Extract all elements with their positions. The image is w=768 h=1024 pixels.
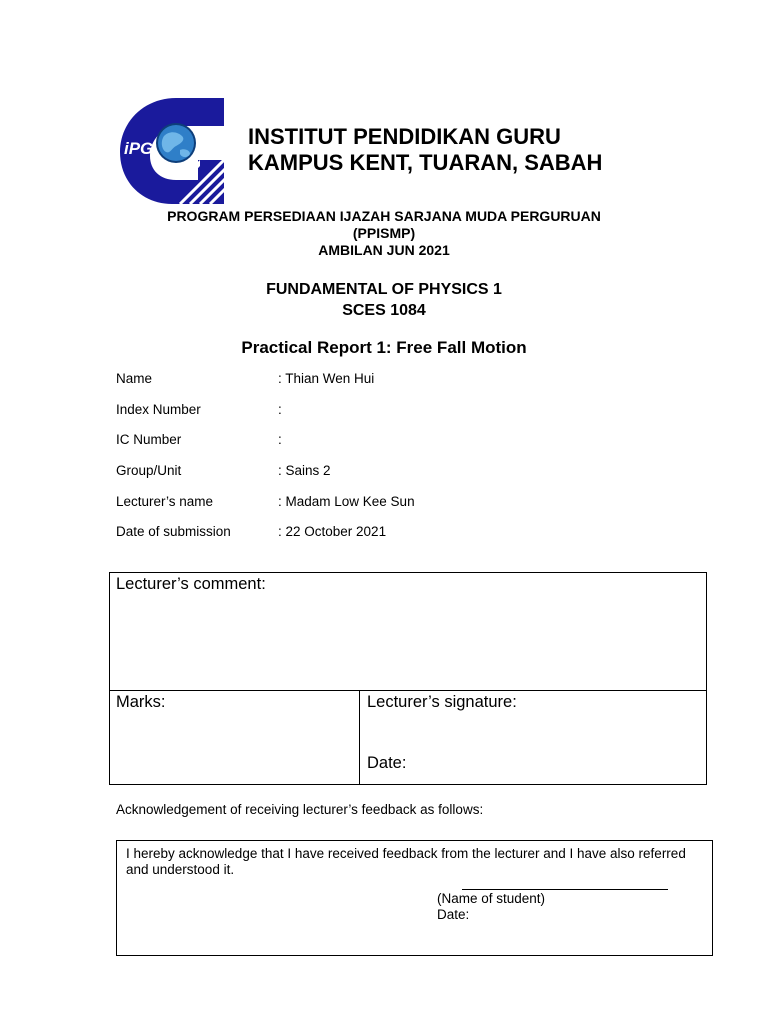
acknowledgement-statement: I hereby acknowledge that I have received feedback from the lecturer and I have also referred and understood it. [126,846,686,877]
lecturer-comment-label: Lecturer’s comment: [116,575,266,593]
feedback-box-divider-horizontal [110,690,706,691]
info-label: Lecturer’s name [116,494,214,509]
feedback-box-divider-vertical [359,690,360,784]
ipg-logo [120,96,226,204]
acknowledgement-date-label: Date: [437,907,470,922]
info-label: IC Number [116,432,182,447]
info-label: Group/Unit [116,463,182,478]
info-value: : Sains 2 [278,463,331,478]
feedback-date-label: Date: [367,754,407,772]
program-line1: PROGRAM PERSEDIAAN IJAZAH SARJANA MUDA PERGURUAN [167,208,601,224]
institute-name-line1: INSTITUT PENDIDIKAN GURU [248,124,561,149]
info-label: Name [116,371,153,386]
institute-name-line2: KAMPUS KENT, TUARAN, SABAH [248,150,603,175]
info-value: : [278,402,282,417]
lecturer-feedback-box [109,572,707,785]
lecturer-signature-label: Lecturer’s signature: [367,693,517,711]
acknowledgement-box [116,840,713,956]
info-label: Date of submission [116,524,231,539]
institute-name [248,124,602,176]
student-signature-line [462,889,668,890]
course-code: SCES 1084 [342,302,426,319]
marks-label: Marks: [116,693,166,711]
ipg-logo-text: iPG [124,139,154,158]
info-value: : Madam Low Kee Sun [278,494,415,509]
program-line2: (PPISMP) [352,225,416,241]
student-name-label: (Name of student) [437,891,546,906]
info-value: : Thian Wen Hui [278,371,375,386]
course-title: FUNDAMENTAL OF PHYSICS 1 [266,281,502,298]
report-title: Practical Report 1: Free Fall Motion [241,338,527,357]
info-value: : 22 October 2021 [278,524,387,539]
program-line3: AMBILAN JUN 2021 [318,242,450,258]
program-heading [0,208,768,259]
info-value: : [278,432,282,447]
course-heading [0,279,768,321]
acknowledgement-heading: Acknowledgement of receiving lecturer’s feedback as follows: [116,802,484,817]
info-label: Index Number [116,402,201,417]
